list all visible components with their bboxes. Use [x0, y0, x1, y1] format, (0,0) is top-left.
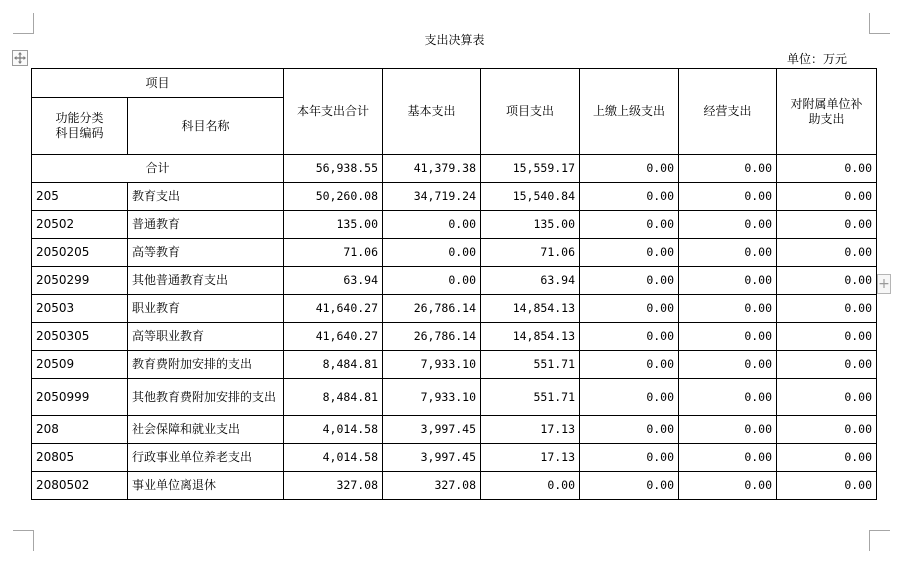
- table-cell: 50,260.08: [284, 183, 383, 211]
- table-cell: 0.00: [777, 472, 877, 500]
- row-code: 205: [32, 183, 128, 211]
- table-cell: 0.00: [580, 351, 679, 379]
- plus-icon: +: [878, 276, 890, 292]
- table-cell: 551.71: [481, 379, 580, 416]
- table-cell: 0.00: [777, 444, 877, 472]
- table-row: [32, 239, 877, 267]
- table-cell: 0.00: [679, 379, 777, 416]
- table-cell: 0.00: [777, 351, 877, 379]
- row-name: 普通教育: [128, 211, 284, 239]
- header-total: 本年支出合计: [284, 69, 383, 155]
- unit-label: 单位：万元: [786, 52, 847, 66]
- table-cell: 0.00: [777, 239, 877, 267]
- move-cross-icon: [14, 52, 26, 64]
- table-cell: 0.00: [777, 183, 877, 211]
- header-operating: 经营支出: [679, 69, 777, 155]
- table-cell: 327.08: [383, 472, 481, 500]
- row-name: 其他教育费附加安排的支出: [128, 379, 284, 416]
- table-cell: 0.00: [679, 183, 777, 211]
- table-cell: 0.00: [383, 239, 481, 267]
- row-name: 事业单位离退休: [128, 472, 284, 500]
- table-cell: 63.94: [284, 267, 383, 295]
- header-name: 科目名称: [128, 98, 284, 155]
- table-cell: 41,640.27: [284, 323, 383, 351]
- row-name: 行政事业单位养老支出: [128, 444, 284, 472]
- table-cell: 14,854.13: [481, 295, 580, 323]
- table-cell: 0.00: [383, 267, 481, 295]
- table-cell: 0.00: [580, 295, 679, 323]
- row-name: 教育费附加安排的支出: [128, 351, 284, 379]
- header-subsidy: 对附属单位补 助支出: [777, 69, 877, 155]
- table-cell: 0.00: [777, 323, 877, 351]
- table-cell: 0.00: [580, 267, 679, 295]
- header-upper: 上缴上级支出: [580, 69, 679, 155]
- table-cell: 41,640.27: [284, 295, 383, 323]
- table-cell: 3,997.45: [383, 444, 481, 472]
- table-cell: 0.00: [679, 155, 777, 183]
- row-name: 教育支出: [128, 183, 284, 211]
- table-cell: 0.00: [679, 239, 777, 267]
- table-cell: 71.06: [284, 239, 383, 267]
- header-basic: 基本支出: [383, 69, 481, 155]
- table-cell: 41,379.38: [383, 155, 481, 183]
- table-cell: 15,559.17: [481, 155, 580, 183]
- table-cell: 0.00: [580, 155, 679, 183]
- table-cell: 8,484.81: [284, 351, 383, 379]
- header-row-1: [32, 69, 877, 98]
- table-cell: 8,484.81: [284, 379, 383, 416]
- table-cell: 0.00: [580, 183, 679, 211]
- table-cell: 14,854.13: [481, 323, 580, 351]
- row-name: 职业教育: [128, 295, 284, 323]
- table-cell: 0.00: [580, 444, 679, 472]
- table-row: [32, 183, 877, 211]
- table-cell: 0.00: [481, 472, 580, 500]
- table-cell: 327.08: [284, 472, 383, 500]
- table-cell: 0.00: [580, 472, 679, 500]
- total-label: 合计: [32, 155, 284, 183]
- table-cell: 0.00: [679, 323, 777, 351]
- table-row: [32, 379, 877, 416]
- table-cell: 0.00: [679, 267, 777, 295]
- table-cell: 34,719.24: [383, 183, 481, 211]
- table-cell: 0.00: [777, 267, 877, 295]
- table-cell: 0.00: [679, 295, 777, 323]
- row-code: 2050305: [32, 323, 128, 351]
- row-code: 2050999: [32, 379, 128, 416]
- table-cell: 7,933.10: [383, 379, 481, 416]
- row-name: 高等职业教育: [128, 323, 284, 351]
- table-row: [32, 472, 877, 500]
- table-cell: 3,997.45: [383, 416, 481, 444]
- row-code: 2050299: [32, 267, 128, 295]
- row-name: 其他普通教育支出: [128, 267, 284, 295]
- table-cell: 0.00: [679, 416, 777, 444]
- table-cell: 26,786.14: [383, 295, 481, 323]
- add-row-button[interactable]: [877, 274, 891, 294]
- row-name: 社会保障和就业支出: [128, 416, 284, 444]
- page-corner-mark-bottom-right: [869, 530, 890, 551]
- table-row: [32, 295, 877, 323]
- table-cell: 0.00: [679, 472, 777, 500]
- table-cell: 0.00: [580, 323, 679, 351]
- table-cell: 0.00: [580, 416, 679, 444]
- table-cell: 56,938.55: [284, 155, 383, 183]
- table-cell: 0.00: [777, 295, 877, 323]
- row-code: 20503: [32, 295, 128, 323]
- table-cell: 0.00: [679, 211, 777, 239]
- row-code: 2050205: [32, 239, 128, 267]
- table-cell: 0.00: [679, 351, 777, 379]
- table-cell: 26,786.14: [383, 323, 481, 351]
- table-row: [32, 351, 877, 379]
- table-cell: 0.00: [580, 379, 679, 416]
- table-cell: 15,540.84: [481, 183, 580, 211]
- table-cell: 0.00: [777, 211, 877, 239]
- page-corner-mark-bottom-left: [13, 530, 34, 551]
- table-row: [32, 323, 877, 351]
- row-name: 高等教育: [128, 239, 284, 267]
- table-cell: 4,014.58: [284, 416, 383, 444]
- table-cell: 71.06: [481, 239, 580, 267]
- table-cell: 0.00: [580, 239, 679, 267]
- table-cell: 17.13: [481, 416, 580, 444]
- table-cell: 551.71: [481, 351, 580, 379]
- table-cell: 0.00: [777, 379, 877, 416]
- total-row: [32, 155, 877, 183]
- table-cell: 0.00: [777, 155, 877, 183]
- table-row: [32, 267, 877, 295]
- table-cell: 0.00: [777, 416, 877, 444]
- row-code: 20509: [32, 351, 128, 379]
- table-row: [32, 416, 877, 444]
- row-code: 20502: [32, 211, 128, 239]
- row-code: 208: [32, 416, 128, 444]
- table-cell: 7,933.10: [383, 351, 481, 379]
- header-project: 项目支出: [481, 69, 580, 155]
- table-cell: 0.00: [679, 444, 777, 472]
- table-cell: 63.94: [481, 267, 580, 295]
- page-title: 支出决算表: [424, 33, 485, 47]
- row-code: 2080502: [32, 472, 128, 500]
- table-cell: 135.00: [481, 211, 580, 239]
- header-code: 功能分类 科目编码: [32, 98, 128, 155]
- table-cell: 135.00: [284, 211, 383, 239]
- table-row: [32, 211, 877, 239]
- expenditure-table: [31, 68, 877, 500]
- row-code: 20805: [32, 444, 128, 472]
- table-cell: 17.13: [481, 444, 580, 472]
- table-row: [32, 444, 877, 472]
- table-cell: 0.00: [383, 211, 481, 239]
- table-cell: 0.00: [580, 211, 679, 239]
- table-cell: 4,014.58: [284, 444, 383, 472]
- header-item-group: 项目: [32, 69, 284, 98]
- table-move-handle[interactable]: [12, 50, 28, 66]
